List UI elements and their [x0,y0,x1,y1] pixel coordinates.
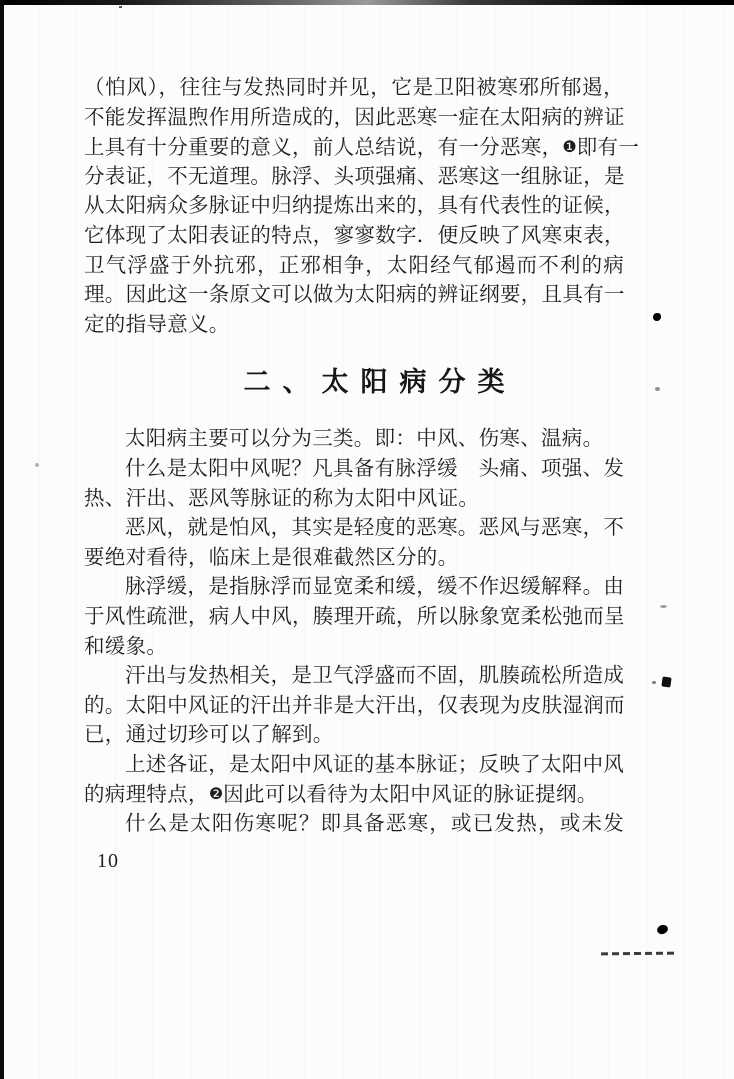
line-text: 因此可以看待为太阳中风证的脉证提纲。 [223,784,598,807]
text-line: 定的指导意义。 [84,313,230,336]
text-line: 上述各证，是太阳中风证的基本脉证；反映了太阳中风 [125,753,625,776]
scan-dash-artifact [601,952,678,956]
text-line: 什么是太阳中风呢？凡具备有脉浮缓 头痛、项强、发 [125,457,625,480]
text-line: 恶风，就是怕风，其实是轻度的恶寒。恶风与恶寒，不 [125,517,625,540]
paragraph [84,751,624,810]
text-line [84,780,624,810]
paragraph [84,455,624,514]
ink-speck [661,676,671,687]
text-line: 什么是太阳伤寒呢？即具备恶寒，或已发热，或未发 [125,813,624,836]
text-line: 汗出与发热相关，是卫气浮盛而不固，肌腠疏松所造成 [125,665,625,688]
text-line: 脉浮缓，是指脉浮而显宽柔和缓，缓不作迟缓解释。由 [125,576,625,599]
footnote-marker: ❶ [562,139,577,157]
text-line: 已，通过切珍可以了解到。 [84,724,334,747]
text-line: 太阳病主要可以分为三类。即：中风、伤寒、温病。 [125,428,604,451]
text-line: 热、汗出、恶风等脉证的称为太阳中风证。 [84,487,480,510]
text-line: 和缓象。 [84,635,168,658]
text-line: 不能发挥温煦作用所造成的，因此恶寒一症在太阳病的辨证 [84,106,625,129]
text-line: 分表证，不无道理。脉浮、头项强痛、恶寒这一组脉证，是 [84,165,625,188]
paragraph [84,74,640,340]
text-line [84,133,640,163]
ink-speck [119,6,122,8]
text-line: 的。太阳中风证的汗出并非是大汗出，仅表现为皮肤湿润而 [84,694,625,717]
paragraph [84,662,624,751]
text-line: （怕风），往往与发热同时并见，它是卫阳被寒邪所郁遏， [84,77,624,99]
page-number: 10 [97,849,119,872]
text-line: 理。因此这一条原文可以做为太阳病的辨证纲要，且具有一 [84,284,625,307]
ink-speck [653,313,661,321]
footnote-marker: ❷ [208,786,224,804]
ink-speck [652,681,656,684]
text-line: 要绝对看待，临床上是很难截然区分的。 [84,546,459,569]
ink-speck [35,463,39,467]
section-heading: 二、太阳病分类 [243,367,517,398]
paragraph [84,810,624,840]
ink-speck [656,923,670,935]
line-text: 的病理特点， [84,784,209,807]
line-text: 上具有十分重要的意义，前人总结说，有一分恶寒， [84,137,563,160]
page-body [84,74,640,874]
ink-speck [660,605,667,608]
paragraph [84,573,624,662]
text-line: 于风性疏泄，病人中风，腠理开疏，所以脉象宽柔松弛而呈 [84,605,625,628]
paragraph [84,514,624,573]
scan-edge-left [0,0,4,1079]
paragraph [84,425,624,455]
scan-edge-top [0,0,734,5]
text-line: 卫气浮盛于外抗邪，正邪相争，太阳经气郁遏而不利的病 [84,254,624,277]
text-line: 从太阳病众多脉证中归纳提炼出来的，具有代表性的证候， [84,195,625,218]
ink-speck [655,387,660,391]
text-line: 它体现了太阳表证的特点，寥寥数字．便反映了风寒束表， [84,224,625,247]
line-text: 即有一 [576,137,640,160]
